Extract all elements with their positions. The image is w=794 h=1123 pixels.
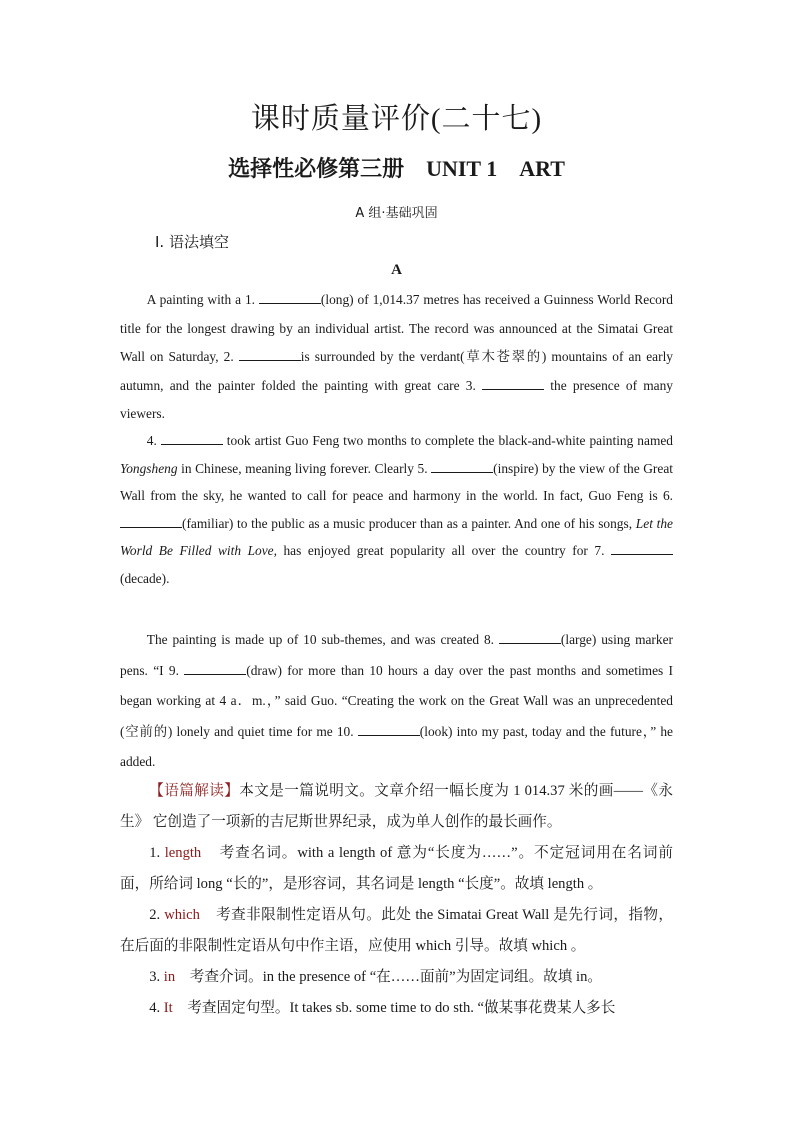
answer-blank-10[interactable] bbox=[358, 724, 420, 736]
analysis-text: 本文是一篇说明文。文章介绍一幅长度为 1 014.37 米的画——《永生》 它创造了一项新的吉尼斯世界纪录，成为单人创作的最长画作。 bbox=[120, 783, 673, 830]
passage-text: (look) into my past, today and the future，” he added. bbox=[120, 723, 673, 769]
song-title: Let the World Be Filled with Love, bbox=[120, 515, 673, 558]
answer-blank-2[interactable] bbox=[239, 349, 301, 361]
analysis-tag: 【语篇解读】 bbox=[149, 783, 240, 799]
page-subtitle bbox=[120, 152, 673, 183]
answer-key: in bbox=[163, 969, 176, 985]
passage-text: is surrounded by the verdant(草木苍翠的) mountains of an early autumn, and the painter folded the painting with great care 3. bbox=[120, 349, 674, 393]
answer-item bbox=[120, 962, 673, 993]
answer-blank-7[interactable] bbox=[611, 543, 673, 555]
painting-name: Yongsheng bbox=[120, 460, 178, 476]
passage-paragraph-3 bbox=[120, 625, 673, 778]
answer-explanation: 考查名词。with a length of 意为“长度为……”。不定冠词用在名词前面，所给词 long “长的”，是形容词，其名词是 length “长度”。故填 length 。 bbox=[120, 845, 674, 892]
passage-text: (inspire) by the view of the Great Wall from the sky, he wanted to call for peace and harmony in the world. In fact, Guo Feng is 6. bbox=[120, 460, 673, 503]
passage-text: has enjoyed great popularity all over the country for 7. bbox=[276, 543, 612, 558]
passage-text: (long) of 1,014.37 metres has received a Guinness World Record title for the longest drawing by an individual artist. The record was announced at the Simatai Great Wall on Saturday, 2. bbox=[120, 292, 674, 364]
answer-blank-1[interactable] bbox=[259, 292, 321, 304]
answer-blank-3[interactable] bbox=[482, 378, 544, 390]
answer-number: 4. bbox=[149, 1000, 161, 1016]
answer-key: which bbox=[164, 907, 200, 923]
group-heading: A 组·基础巩固 bbox=[355, 206, 438, 221]
passage-text: in Chinese, meaning living forever. Clearly 5. bbox=[177, 460, 432, 476]
passage-paragraph-1 bbox=[120, 286, 673, 429]
passage-text: 4. bbox=[146, 433, 161, 448]
answer-explanations bbox=[120, 776, 673, 1024]
answer-item bbox=[120, 993, 673, 1024]
passage-text: A painting with a 1. bbox=[146, 292, 259, 307]
subtitle-unit: UNIT 1 bbox=[426, 156, 498, 181]
passage-text: the presence of many viewers. bbox=[120, 377, 674, 421]
part-heading: A bbox=[391, 262, 402, 278]
passage-text: (draw) for more than 10 hours a day over the past months and sometimes I began working at 4 a．m.，” said Guo. “Creating the work on the Great Wall was an unprecedented (空前的) lonely and quiet time for me 10. bbox=[120, 662, 673, 739]
answer-key: It bbox=[163, 1000, 173, 1016]
section-heading: Ⅰ. 语法填空 bbox=[155, 233, 229, 251]
answer-blank-8[interactable] bbox=[499, 632, 561, 644]
answer-blank-5[interactable] bbox=[431, 461, 493, 473]
answer-number: 2. bbox=[149, 907, 161, 923]
subtitle-topic: ART bbox=[519, 156, 565, 181]
answer-item bbox=[120, 838, 673, 900]
answer-blank-6[interactable] bbox=[120, 516, 182, 528]
subtitle-book: 选择性必修第三册 bbox=[228, 156, 405, 181]
answer-number: 3. bbox=[149, 969, 161, 985]
answer-blank-4[interactable] bbox=[161, 433, 223, 445]
passage-text: (decade). bbox=[120, 570, 170, 586]
passage-text: (familiar) to the public as a music producer than as a painter. And one of his songs, bbox=[182, 515, 636, 531]
answer-number: 1. bbox=[149, 845, 161, 861]
page-title: 课时质量评价(二十七) bbox=[250, 103, 543, 135]
passage-text: took artist Guo Feng two months to complete the black-and-white painting named bbox=[222, 433, 674, 448]
answer-blank-9[interactable] bbox=[184, 663, 246, 675]
answer-item bbox=[120, 900, 673, 962]
answer-explanation: 考查非限制性定语从句。此处 the Simatai Great Wall 是先行词，指物，在后面的非限制性定语从句中作主语，应使用 which 引导。故填 which 。 bbox=[120, 907, 674, 954]
passage-text: The painting is made up of 10 sub-themes, and was created 8. bbox=[146, 632, 499, 647]
passage-analysis bbox=[120, 776, 673, 838]
answer-key: length bbox=[164, 845, 202, 861]
answer-explanation: 考查介词。in the presence of “在……面前”为固定词组。故填 in。 bbox=[189, 969, 602, 985]
passage-paragraph-2 bbox=[120, 427, 673, 592]
answer-explanation: 考查固定句型。It takes sb. some time to do sth. “做某事花费某人多长 bbox=[187, 1000, 616, 1016]
passage-text: (large) using marker pens. “I 9. bbox=[120, 632, 673, 678]
